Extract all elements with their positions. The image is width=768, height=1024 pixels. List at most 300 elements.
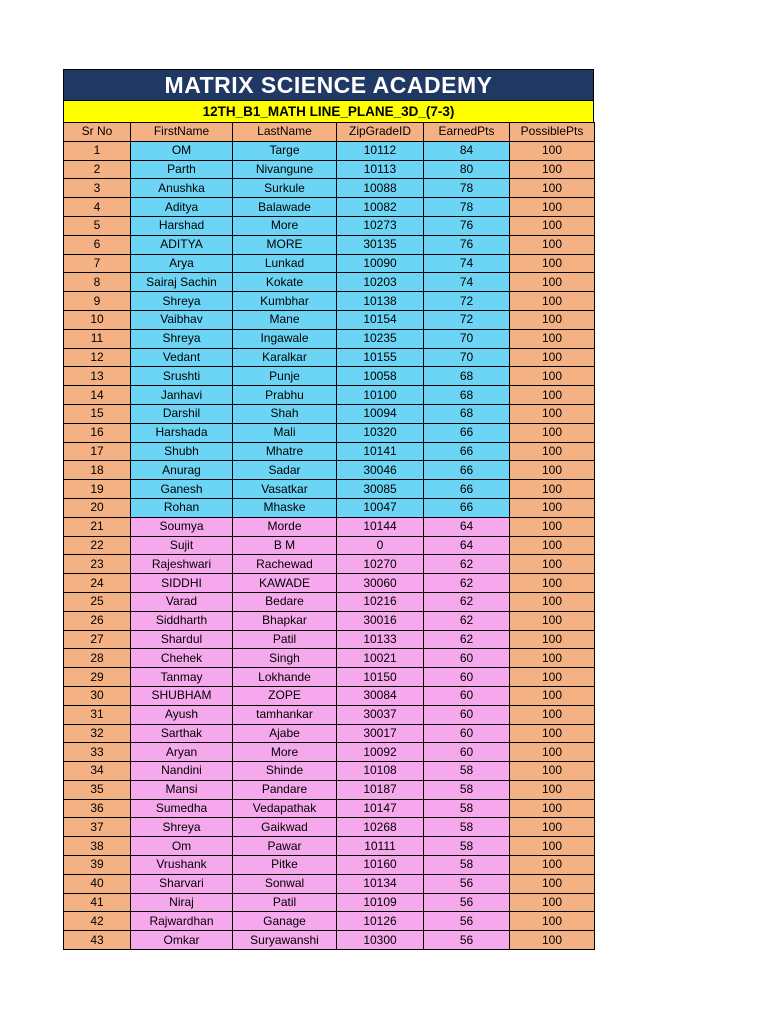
cell-possible-pts: 100 [510,498,595,517]
cell-last-name: Pandare [233,780,337,799]
cell-earned-pts: 64 [424,517,510,536]
cell-zipgrade-id: 30016 [337,611,424,630]
cell-sr-no: 1 [64,141,131,160]
cell-last-name: KAWADE [233,574,337,593]
cell-sr-no: 10 [64,310,131,329]
cell-earned-pts: 64 [424,536,510,555]
cell-earned-pts: 78 [424,179,510,198]
cell-first-name: Arya [131,254,233,273]
cell-earned-pts: 56 [424,874,510,893]
cell-zipgrade-id: 10058 [337,367,424,386]
cell-possible-pts: 100 [510,536,595,555]
cell-first-name: SIDDHI [131,574,233,593]
cell-last-name: Singh [233,649,337,668]
table-row [64,235,595,254]
cell-sr-no: 18 [64,461,131,480]
cell-possible-pts: 100 [510,404,595,423]
cell-zipgrade-id: 10088 [337,179,424,198]
cell-possible-pts: 100 [510,480,595,499]
cell-zipgrade-id: 10021 [337,649,424,668]
cell-sr-no: 7 [64,254,131,273]
cell-sr-no: 11 [64,329,131,348]
table-row [64,592,595,611]
cell-first-name: Anushka [131,179,233,198]
cell-earned-pts: 70 [424,348,510,367]
cell-first-name: Ayush [131,705,233,724]
cell-earned-pts: 68 [424,404,510,423]
cell-possible-pts: 100 [510,818,595,837]
header-row [64,123,595,142]
cell-first-name: Sujit [131,536,233,555]
cell-earned-pts: 58 [424,762,510,781]
cell-earned-pts: 56 [424,931,510,950]
table-row [64,686,595,705]
cell-first-name: Srushti [131,367,233,386]
cell-first-name: Harshad [131,216,233,235]
cell-earned-pts: 84 [424,141,510,160]
table-row [64,818,595,837]
cell-zipgrade-id: 10160 [337,856,424,875]
cell-earned-pts: 60 [424,668,510,687]
cell-last-name: Gaikwad [233,818,337,837]
cell-possible-pts: 100 [510,517,595,536]
table-row [64,423,595,442]
cell-zipgrade-id: 10155 [337,348,424,367]
cell-last-name: Lokhande [233,668,337,687]
cell-first-name: Rajeshwari [131,555,233,574]
cell-earned-pts: 66 [424,461,510,480]
cell-earned-pts: 78 [424,198,510,217]
cell-possible-pts: 100 [510,386,595,405]
cell-first-name: Nandini [131,762,233,781]
cell-earned-pts: 60 [424,724,510,743]
cell-last-name: Kokate [233,273,337,292]
cell-last-name: Kumbhar [233,292,337,311]
cell-zipgrade-id: 10203 [337,273,424,292]
cell-earned-pts: 66 [424,498,510,517]
cell-zipgrade-id: 10100 [337,386,424,405]
cell-sr-no: 22 [64,536,131,555]
cell-zipgrade-id: 10216 [337,592,424,611]
cell-last-name: Patil [233,630,337,649]
cell-last-name: More [233,216,337,235]
cell-last-name: Mali [233,423,337,442]
cell-first-name: OM [131,141,233,160]
cell-earned-pts: 70 [424,329,510,348]
cell-first-name: SHUBHAM [131,686,233,705]
cell-zipgrade-id: 10144 [337,517,424,536]
cell-sr-no: 21 [64,517,131,536]
header-earned-pts: EarnedPts [424,123,510,142]
cell-last-name: Ajabe [233,724,337,743]
cell-zipgrade-id: 10092 [337,743,424,762]
cell-sr-no: 41 [64,893,131,912]
cell-last-name: tamhankar [233,705,337,724]
table-row [64,837,595,856]
cell-earned-pts: 72 [424,310,510,329]
cell-sr-no: 3 [64,179,131,198]
cell-last-name: Nivangune [233,160,337,179]
cell-first-name: Soumya [131,517,233,536]
cell-earned-pts: 72 [424,292,510,311]
cell-zipgrade-id: 30085 [337,480,424,499]
cell-first-name: Shreya [131,818,233,837]
cell-possible-pts: 100 [510,724,595,743]
cell-zipgrade-id: 10112 [337,141,424,160]
cell-possible-pts: 100 [510,837,595,856]
cell-first-name: Shardul [131,630,233,649]
cell-earned-pts: 76 [424,216,510,235]
cell-first-name: Aryan [131,743,233,762]
cell-earned-pts: 74 [424,273,510,292]
cell-sr-no: 39 [64,856,131,875]
table-row [64,536,595,555]
table-row [64,498,595,517]
cell-possible-pts: 100 [510,216,595,235]
cell-sr-no: 15 [64,404,131,423]
cell-earned-pts: 60 [424,649,510,668]
cell-zipgrade-id: 10113 [337,160,424,179]
table-row [64,329,595,348]
table-row [64,179,595,198]
cell-possible-pts: 100 [510,592,595,611]
cell-earned-pts: 68 [424,386,510,405]
cell-last-name: Sonwal [233,874,337,893]
table-row [64,292,595,311]
cell-earned-pts: 62 [424,592,510,611]
table-row [64,555,595,574]
cell-possible-pts: 100 [510,912,595,931]
table-row [64,668,595,687]
cell-last-name: Mhaske [233,498,337,517]
cell-first-name: Om [131,837,233,856]
table-row [64,856,595,875]
cell-last-name: Karalkar [233,348,337,367]
cell-first-name: Shreya [131,329,233,348]
table-row [64,874,595,893]
cell-zipgrade-id: 30084 [337,686,424,705]
cell-zipgrade-id: 10187 [337,780,424,799]
test-subtitle: 12TH_B1_MATH LINE_PLANE_3D_(7-3) [63,100,594,122]
table-row [64,216,595,235]
cell-possible-pts: 100 [510,310,595,329]
cell-possible-pts: 100 [510,780,595,799]
cell-last-name: Ingawale [233,329,337,348]
cell-last-name: Patil [233,893,337,912]
cell-possible-pts: 100 [510,799,595,818]
cell-first-name: Aditya [131,198,233,217]
cell-possible-pts: 100 [510,574,595,593]
cell-zipgrade-id: 10154 [337,310,424,329]
cell-possible-pts: 100 [510,329,595,348]
header-zipgrade-id: ZipGradeID [337,123,424,142]
cell-sr-no: 9 [64,292,131,311]
cell-possible-pts: 100 [510,668,595,687]
cell-earned-pts: 66 [424,480,510,499]
cell-last-name: Bedare [233,592,337,611]
cell-possible-pts: 100 [510,931,595,950]
cell-zipgrade-id: 10047 [337,498,424,517]
header-sr-no: Sr No [64,123,131,142]
cell-first-name: Shreya [131,292,233,311]
cell-last-name: Pawar [233,837,337,856]
cell-sr-no: 19 [64,480,131,499]
cell-possible-pts: 100 [510,423,595,442]
cell-sr-no: 12 [64,348,131,367]
cell-last-name: MORE [233,235,337,254]
table-row [64,649,595,668]
cell-possible-pts: 100 [510,254,595,273]
cell-possible-pts: 100 [510,611,595,630]
cell-earned-pts: 60 [424,705,510,724]
cell-sr-no: 29 [64,668,131,687]
cell-possible-pts: 100 [510,461,595,480]
cell-possible-pts: 100 [510,179,595,198]
cell-possible-pts: 100 [510,367,595,386]
cell-possible-pts: 100 [510,555,595,574]
cell-possible-pts: 100 [510,348,595,367]
cell-possible-pts: 100 [510,160,595,179]
table-row [64,724,595,743]
cell-last-name: Ganage [233,912,337,931]
cell-sr-no: 23 [64,555,131,574]
cell-earned-pts: 68 [424,367,510,386]
cell-sr-no: 30 [64,686,131,705]
cell-earned-pts: 80 [424,160,510,179]
table-row [64,198,595,217]
table-row [64,367,595,386]
cell-possible-pts: 100 [510,705,595,724]
cell-first-name: Anurag [131,461,233,480]
table-row [64,273,595,292]
results-table [63,122,595,950]
cell-zipgrade-id: 10300 [337,931,424,950]
cell-earned-pts: 58 [424,818,510,837]
cell-possible-pts: 100 [510,649,595,668]
table-row [64,160,595,179]
cell-first-name: Sharvari [131,874,233,893]
cell-earned-pts: 60 [424,743,510,762]
table-row [64,931,595,950]
cell-earned-pts: 62 [424,611,510,630]
table-row [64,574,595,593]
cell-sr-no: 16 [64,423,131,442]
table-row [64,743,595,762]
cell-earned-pts: 58 [424,837,510,856]
cell-first-name: Parth [131,160,233,179]
table-row [64,893,595,912]
cell-sr-no: 13 [64,367,131,386]
cell-possible-pts: 100 [510,856,595,875]
cell-possible-pts: 100 [510,442,595,461]
cell-first-name: Harshada [131,423,233,442]
table-row [64,442,595,461]
cell-last-name: Targe [233,141,337,160]
cell-sr-no: 24 [64,574,131,593]
header-possible-pts: PossiblePts [510,123,595,142]
header-last-name: LastName [233,123,337,142]
cell-possible-pts: 100 [510,292,595,311]
cell-first-name: Vedant [131,348,233,367]
cell-first-name: Darshil [131,404,233,423]
cell-zipgrade-id: 10111 [337,837,424,856]
cell-zipgrade-id: 10090 [337,254,424,273]
cell-earned-pts: 58 [424,780,510,799]
cell-zipgrade-id: 10320 [337,423,424,442]
cell-sr-no: 6 [64,235,131,254]
cell-sr-no: 2 [64,160,131,179]
cell-last-name: Morde [233,517,337,536]
cell-zipgrade-id: 0 [337,536,424,555]
cell-last-name: More [233,743,337,762]
cell-earned-pts: 60 [424,686,510,705]
cell-last-name: Bhapkar [233,611,337,630]
cell-first-name: Rajwardhan [131,912,233,931]
table-row [64,386,595,405]
cell-first-name: Niraj [131,893,233,912]
cell-possible-pts: 100 [510,273,595,292]
cell-last-name: Shinde [233,762,337,781]
table-row [64,254,595,273]
cell-first-name: Sarthak [131,724,233,743]
cell-earned-pts: 58 [424,799,510,818]
cell-first-name: Varad [131,592,233,611]
cell-last-name: Vedapathak [233,799,337,818]
cell-sr-no: 14 [64,386,131,405]
cell-last-name: Prabhu [233,386,337,405]
cell-earned-pts: 74 [424,254,510,273]
cell-last-name: Sadar [233,461,337,480]
cell-possible-pts: 100 [510,686,595,705]
table-row [64,404,595,423]
cell-first-name: ADITYA [131,235,233,254]
cell-sr-no: 40 [64,874,131,893]
table-row [64,912,595,931]
cell-first-name: Vaibhav [131,310,233,329]
cell-sr-no: 25 [64,592,131,611]
table-row [64,517,595,536]
cell-zipgrade-id: 10082 [337,198,424,217]
cell-zipgrade-id: 30046 [337,461,424,480]
table-row [64,799,595,818]
cell-first-name: Siddharth [131,611,233,630]
page-title: MATRIX SCIENCE ACADEMY [63,69,594,100]
cell-first-name: Tanmay [131,668,233,687]
cell-earned-pts: 56 [424,893,510,912]
cell-sr-no: 26 [64,611,131,630]
cell-sr-no: 28 [64,649,131,668]
cell-possible-pts: 100 [510,743,595,762]
cell-zipgrade-id: 10270 [337,555,424,574]
cell-first-name: Mansi [131,780,233,799]
cell-sr-no: 27 [64,630,131,649]
cell-zipgrade-id: 10134 [337,874,424,893]
results-sheet [63,69,594,950]
cell-sr-no: 32 [64,724,131,743]
cell-earned-pts: 58 [424,856,510,875]
cell-last-name: Suryawanshi [233,931,337,950]
cell-zipgrade-id: 10094 [337,404,424,423]
cell-earned-pts: 62 [424,555,510,574]
table-body [64,141,595,949]
cell-zipgrade-id: 10108 [337,762,424,781]
cell-first-name: Vrushank [131,856,233,875]
table-row [64,461,595,480]
cell-zipgrade-id: 30017 [337,724,424,743]
cell-sr-no: 31 [64,705,131,724]
header-first-name: FirstName [131,123,233,142]
cell-zipgrade-id: 30135 [337,235,424,254]
cell-earned-pts: 66 [424,442,510,461]
cell-sr-no: 20 [64,498,131,517]
cell-zipgrade-id: 10150 [337,668,424,687]
cell-first-name: Sairaj Sachin [131,273,233,292]
cell-last-name: Surkule [233,179,337,198]
cell-sr-no: 33 [64,743,131,762]
cell-sr-no: 43 [64,931,131,950]
cell-zipgrade-id: 10138 [337,292,424,311]
cell-sr-no: 35 [64,780,131,799]
cell-last-name: Vasatkar [233,480,337,499]
cell-sr-no: 34 [64,762,131,781]
cell-zipgrade-id: 30060 [337,574,424,593]
cell-zipgrade-id: 10147 [337,799,424,818]
cell-sr-no: 17 [64,442,131,461]
cell-first-name: Sumedha [131,799,233,818]
cell-zipgrade-id: 10235 [337,329,424,348]
cell-zipgrade-id: 30037 [337,705,424,724]
cell-possible-pts: 100 [510,141,595,160]
cell-sr-no: 36 [64,799,131,818]
cell-first-name: Janhavi [131,386,233,405]
cell-last-name: ZOPE [233,686,337,705]
cell-last-name: Mane [233,310,337,329]
table-row [64,705,595,724]
cell-possible-pts: 100 [510,874,595,893]
cell-sr-no: 4 [64,198,131,217]
cell-first-name: Chehek [131,649,233,668]
table-row [64,762,595,781]
cell-possible-pts: 100 [510,893,595,912]
cell-zipgrade-id: 10141 [337,442,424,461]
cell-sr-no: 37 [64,818,131,837]
cell-last-name: Rachewad [233,555,337,574]
cell-earned-pts: 62 [424,574,510,593]
cell-last-name: Balawade [233,198,337,217]
cell-sr-no: 42 [64,912,131,931]
table-row [64,780,595,799]
table-row [64,630,595,649]
cell-first-name: Ganesh [131,480,233,499]
cell-last-name: B M [233,536,337,555]
table-row [64,480,595,499]
cell-sr-no: 38 [64,837,131,856]
table-row [64,141,595,160]
cell-last-name: Lunkad [233,254,337,273]
table-row [64,310,595,329]
cell-earned-pts: 76 [424,235,510,254]
cell-earned-pts: 62 [424,630,510,649]
cell-earned-pts: 66 [424,423,510,442]
cell-last-name: Mhatre [233,442,337,461]
cell-earned-pts: 56 [424,912,510,931]
cell-last-name: Pitke [233,856,337,875]
cell-zipgrade-id: 10268 [337,818,424,837]
cell-possible-pts: 100 [510,235,595,254]
table-row [64,611,595,630]
cell-first-name: Omkar [131,931,233,950]
cell-last-name: Shah [233,404,337,423]
